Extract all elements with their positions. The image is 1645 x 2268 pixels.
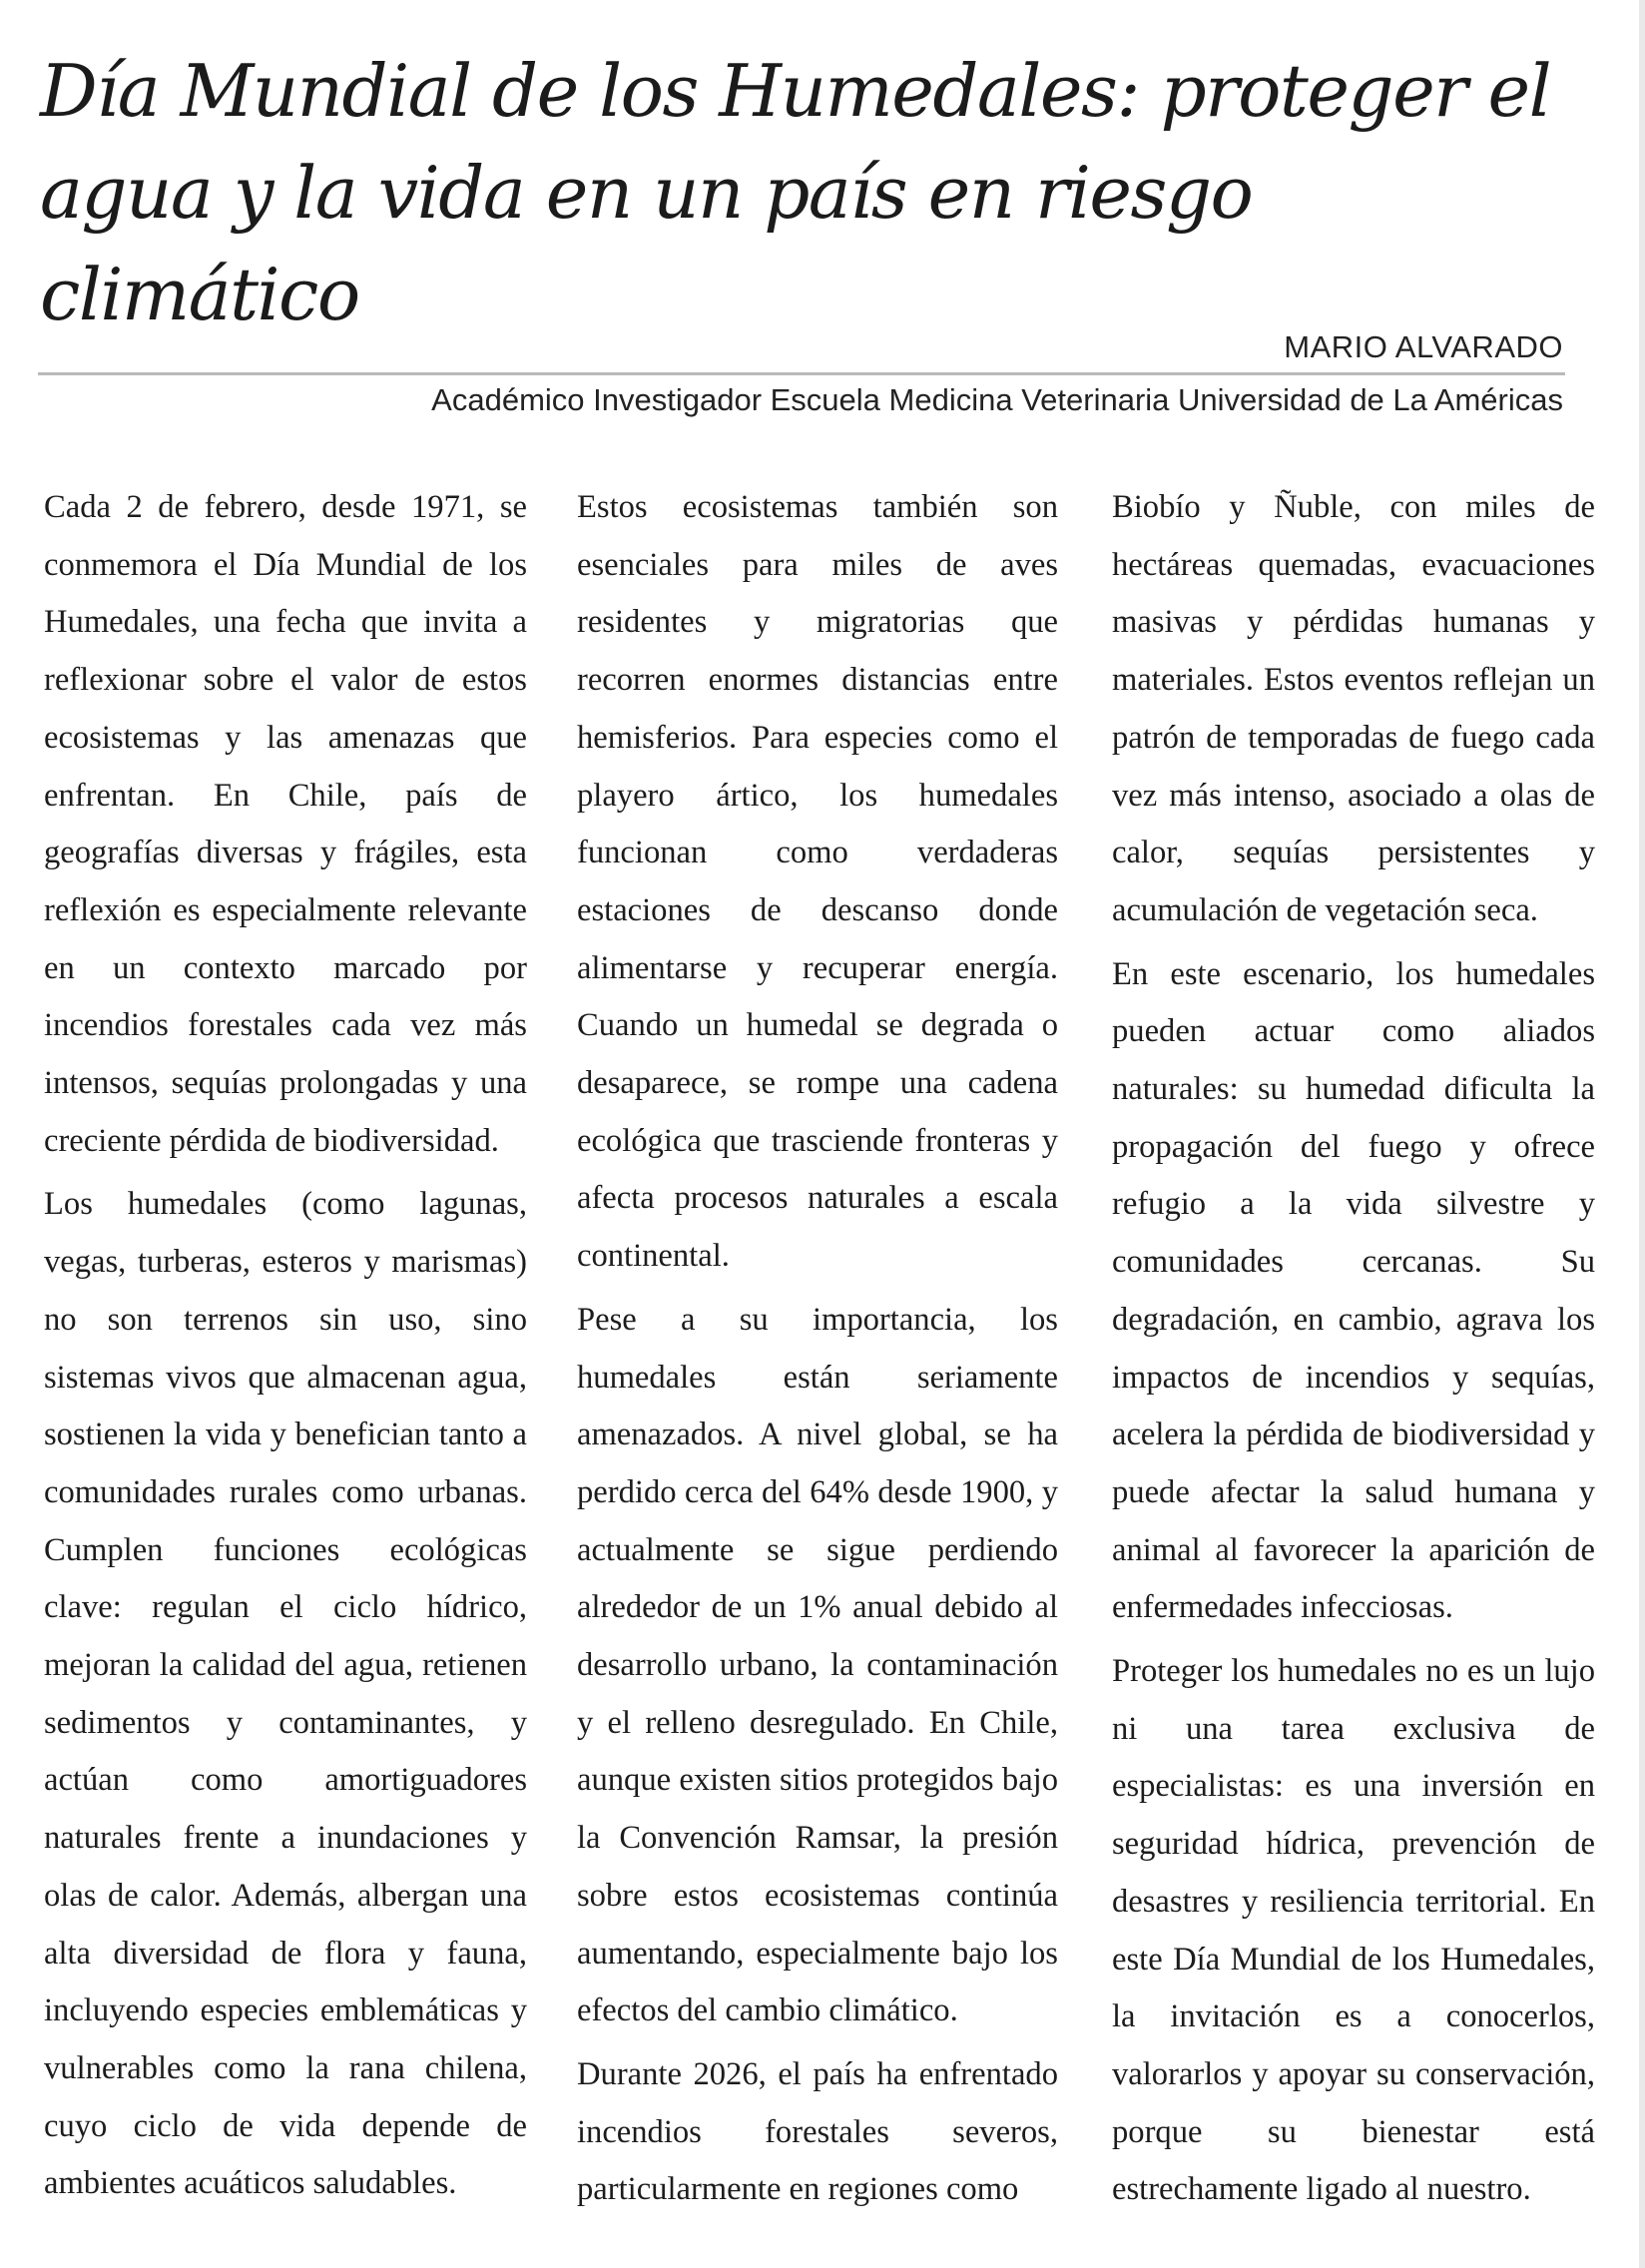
article-column-1 — [44, 479, 527, 2219]
author-name: MARIO ALVARADO — [1284, 329, 1563, 364]
paragraph: En este escenario, los humedales pueden actuar como aliados naturales: su humedad dificulta la propagación del fuego y ofrece refugio a la vida silvestre y comunidades cercanas. Su degradación, en cambio, agrava los impactos de incendios y sequías, acelera la pérdida de biodiversidad y puede afectar la salud humana y animal al favorecer la aparición de enfermedades infecciosas. — [1112, 955, 1595, 1626]
page-edge — [1639, 0, 1645, 2268]
byline-divider — [38, 372, 1565, 375]
paragraph: Durante 2026, el país ha enfrentado incendios forestales severos, particularmente en regiones como — [577, 2055, 1058, 2208]
paragraph: Proteger los humedales no es un lujo ni una tarea exclusiva de especialistas: es una inversión en seguridad hídrica, prevención de desastres y resiliencia territorial. En este Día Mundial de los Humedales, la invitación es a conocerlos, valorarlos y apoyar su conservación, porque su bienestar está estrechamente ligado al nuestro. — [1112, 1653, 1595, 2208]
article-column-2 — [577, 479, 1058, 2225]
paragraph: Los humedales (como lagunas, vegas, turberas, esteros y marismas) no son terrenos sin uso, sino sistemas vivos que almacenan agua, sostienen la vida y benefician tanto a comunidades rurales como urbanas. Cumplen funciones ecológicas clave: regulan el ciclo hídrico, mejoran la calidad del agua, retienen sedimentos y contaminantes, y actúan como amortiguadores naturales frente a inundaciones y olas de calor. Además, albergan una alta diversidad de flora y fauna, incluyendo especies emblemáticas y vulnerables como la rana chilena, cuyo ciclo de vida depende de ambientes acuáticos saludables. — [44, 1186, 527, 2202]
paragraph: Biobío y Ñuble, con miles de hectáreas quemadas, evacuaciones masivas y pérdidas humanas y materiales. Estos eventos reflejan un patrón de temporadas de fuego cada vez más intenso, asociado a olas de calor, sequías persistentes y acumulación de vegetación seca. — [1112, 489, 1595, 928]
author-affiliation: Académico Investigador Escuela Medicina Veterinaria Universidad de La Américas — [431, 382, 1563, 417]
paragraph: Pese a su importancia, los humedales están seriamente amenazados. A nivel global, se ha perdido cerca del 64% desde 1900, y actualmente se sigue perdiendo alrededor de un 1% anual debido al desarrollo urbano, la contaminación y el relleno desregulado. En Chile, aunque existen sitios protegidos bajo la Convención Ramsar, la presión sobre estos ecosistemas continúa aumentando, especialmente bajo los efectos del cambio climático. — [577, 1301, 1058, 2029]
article-column-3 — [1112, 479, 1595, 2225]
paragraph: Estos ecosistemas también son esenciales para miles de aves residentes y migratorias que recorren enormes distancias entre hemisferios. Para especies como el playero ártico, los humedales funcionan como verdaderas estaciones de descanso donde alimentarse y recuperar energía. Cuando un humedal se degrada o desaparece, se rompe una cadena ecológica que trasciende fronteras y afecta procesos naturales a escala continental. — [577, 489, 1058, 1275]
article-title: Día Mundial de los Humedales: proteger el agua y la vida en un país en riesgo climático — [40, 49, 1551, 336]
paragraph: Cada 2 de febrero, desde 1971, se conmemora el Día Mundial de los Humedales, una fecha que invita a reflexionar sobre el valor de estos ecosistemas y las amenazas que enfrentan. En Chile, país de geografías diversas y frágiles, esta reflexión es especialmente relevante en un contexto marcado por incendios forestales cada vez más intensos, sequías prolongadas y una creciente pérdida de biodiversidad. — [44, 489, 527, 1159]
